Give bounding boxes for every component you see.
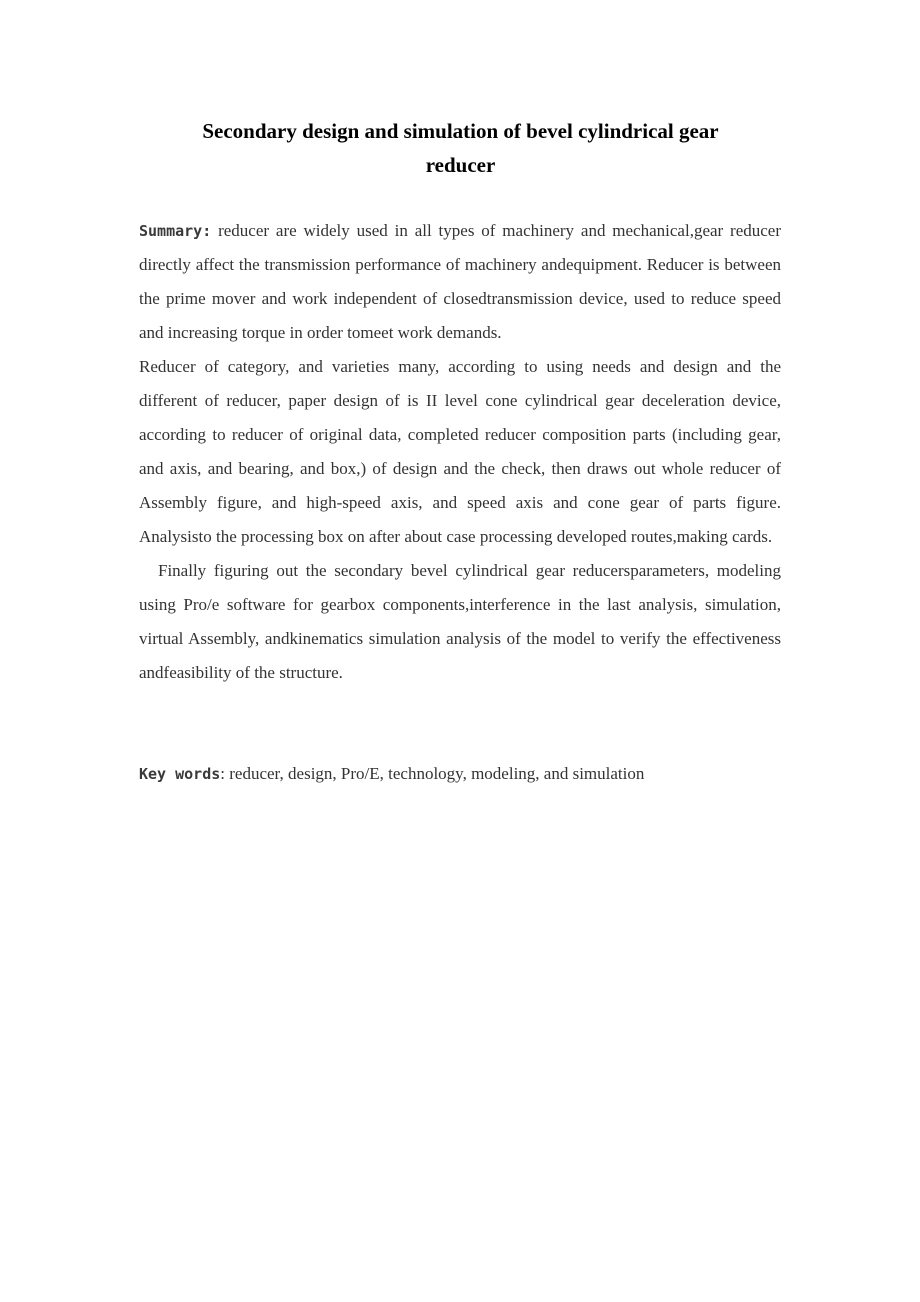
keywords-line <box>139 757 781 791</box>
summary-label: Summary: <box>139 222 212 240</box>
summary-text-1: reducer are widely used in all types of machinery and mechanical,gear reducer directly affect the transmission performance of machinery andequipment. Reducer is between the prime mover and work independent of closedtransmission device, used to reduce speed and increasing torque in order tomeet work demands. <box>139 221 781 342</box>
keywords-text: : reducer, design, Pro/E, technology, modeling, and simulation <box>220 764 645 783</box>
title-line-2: reducer <box>425 153 496 177</box>
title-line-1: Secondary design and simulation of bevel cylindrical gear <box>202 119 719 143</box>
summary-paragraph-1 <box>139 214 781 350</box>
abstract-section <box>139 214 781 690</box>
keywords-label: Key words <box>139 765 221 783</box>
summary-paragraph-2: Reducer of category, and varieties many, according to using needs and design and the different of reducer, paper design of is II level cone cylindrical gear deceleration device, according to reducer of original data, completed reducer composition parts (including gear, and axis, and bearing, and box,) of design and the check, then draws out whole reducer of Assembly figure, and high-speed axis, and speed axis and cone gear of parts figure. Analysisto the processing box on after about case processing developed routes,making cards. <box>139 357 781 546</box>
document-title <box>140 114 781 182</box>
summary-paragraph-3: Finally figuring out the secondary bevel cylindrical gear reducersparameters, modeling using Pro/e software for gearbox components,interference in the last analysis, simulation, virtual Assembly, andkinematics simulation analysis of the model to verify the effectiveness andfeasibility of the structure. <box>139 561 781 682</box>
